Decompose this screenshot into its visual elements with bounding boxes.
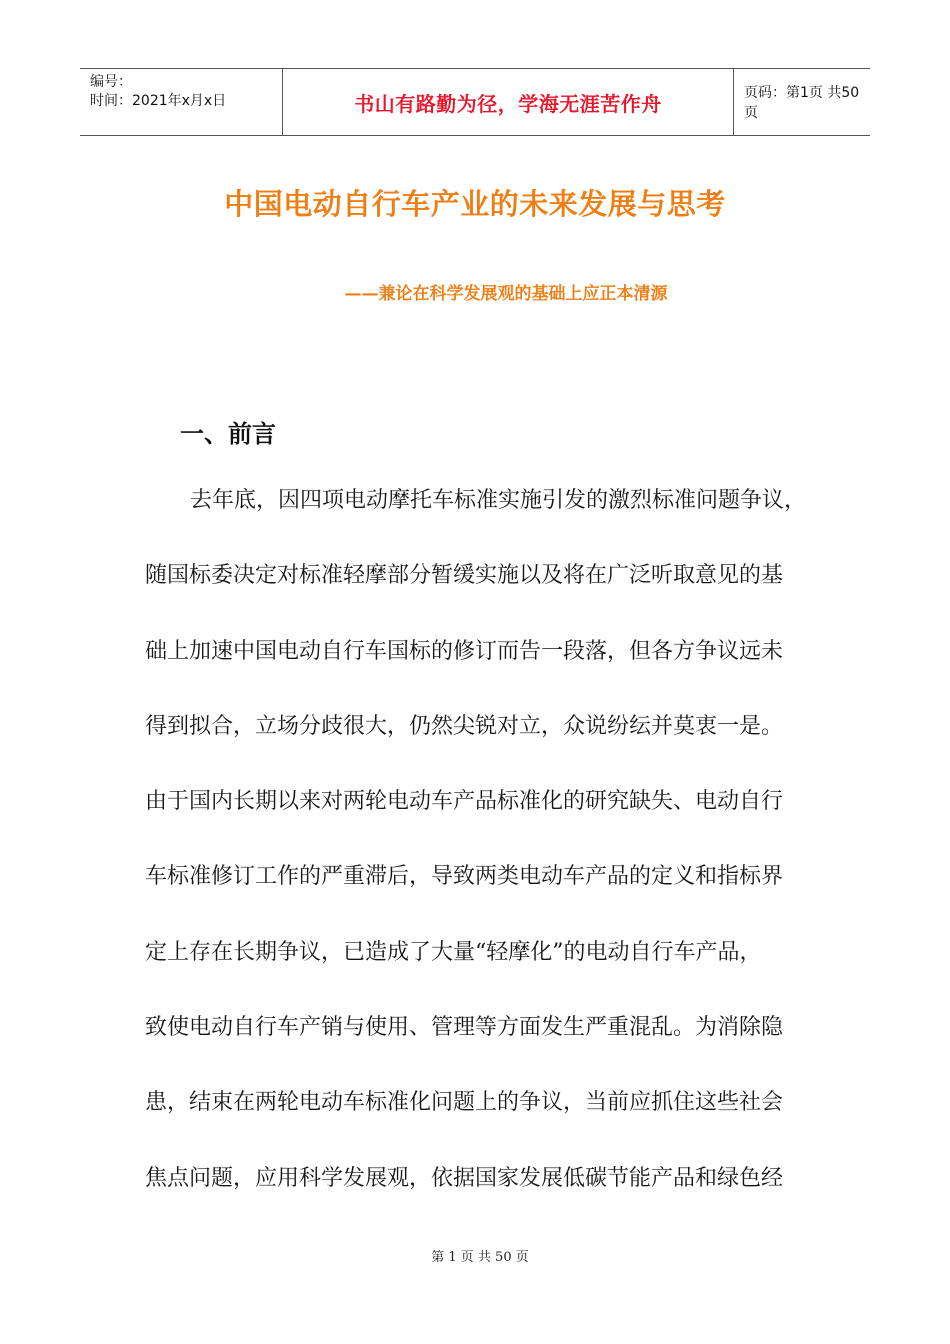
document-subtitle: ——兼论在科学发展观的基础上应正本清源 bbox=[344, 284, 668, 304]
document-header bbox=[80, 68, 870, 136]
body-line: 随国标委决定对标准轻摩部分暂缓实施以及将在广泛听取意见的基 bbox=[145, 563, 784, 589]
body-line: 患，结束在两轮电动车标准化问题上的争议，当前应抓住这些社会 bbox=[145, 1090, 784, 1116]
body-line: 由于国内长期以来对两轮电动车产品标准化的研究缺失、电动自行 bbox=[145, 789, 784, 815]
body-line: 致使电动自行车产销与使用、管理等方面发生严重混乱。为消除隐 bbox=[145, 1015, 784, 1041]
body-line: 车标准修订工作的严重滞后，导致两类电动车产品的定义和指标界 bbox=[145, 864, 784, 890]
body-line: 础上加速中国电动自行车国标的修订而告一段落，但各方争议远未 bbox=[145, 638, 784, 664]
motto-text: 书山有路勤为径，学海无涯苦作舟 bbox=[354, 91, 662, 116]
number-label: 编号： bbox=[90, 74, 132, 90]
header-meta bbox=[80, 69, 282, 135]
body-text bbox=[145, 480, 815, 1233]
document-title: 中国电动自行车产业的未来发展与思考 bbox=[224, 187, 726, 221]
body-line: 定上存在长期争议，已造成了大量“轻摩化”的电动自行车产品， bbox=[145, 939, 762, 965]
body-line: 焦点问题，应用科学发展观，依据国家发展低碳节能产品和绿色经 bbox=[145, 1165, 784, 1191]
body-line: 去年底，因四项电动摩托车标准实施引发的激烈标准问题争议， bbox=[190, 488, 807, 513]
time-label: 时间：2021年x月x日 bbox=[90, 93, 227, 109]
header-page-info bbox=[734, 69, 870, 135]
page-info-text: 页码：第1页 共50页 bbox=[744, 85, 860, 121]
page-footer: 第 1 页 共 50 页 bbox=[431, 1250, 529, 1265]
section-heading: 一、前言 bbox=[180, 420, 276, 448]
body-line: 得到拟合，立场分歧很大，仍然尖锐对立，众说纷纭并莫衷一是。 bbox=[145, 713, 784, 739]
header-motto-cell bbox=[282, 69, 734, 135]
